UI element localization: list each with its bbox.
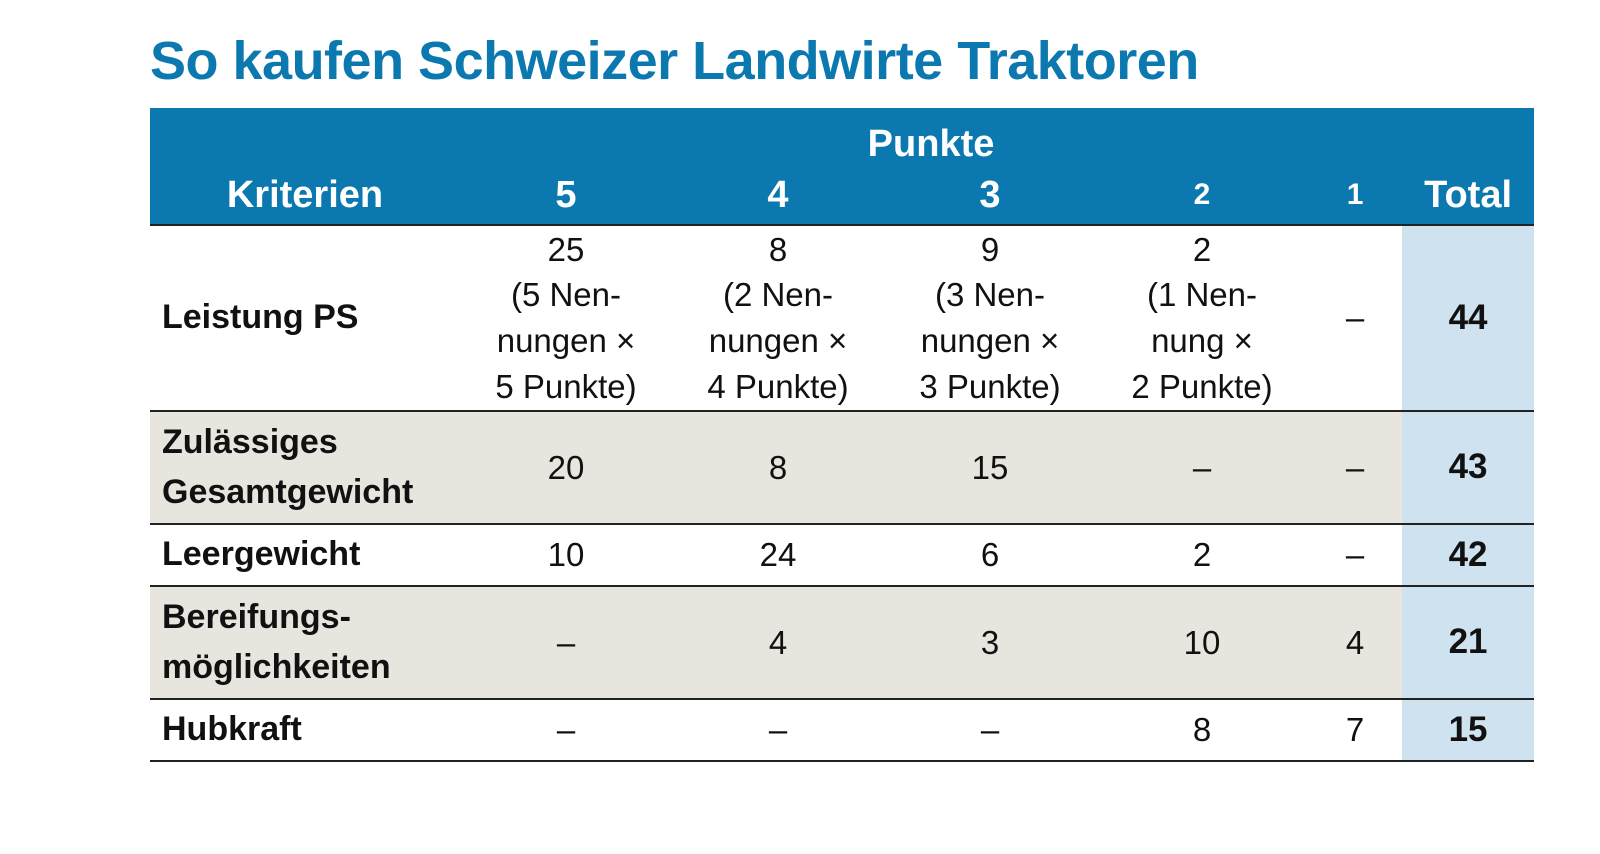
cell-value: nungen × (708, 322, 848, 359)
table-row (150, 699, 1534, 761)
criterion-label: Leergewicht (162, 535, 361, 574)
cell-value: (2 Nen- (722, 276, 834, 314)
cell-value: 2 (1192, 536, 1212, 574)
criterion-label: Hubkraft (162, 710, 302, 749)
total-cell: 15 (1402, 699, 1534, 761)
points-cell (460, 586, 672, 699)
cell-value: (1 Nen- (1146, 276, 1258, 314)
points-cell (672, 524, 884, 586)
criterion-cell (150, 225, 460, 411)
cell-value: 25 (547, 230, 585, 268)
header-points-2: 2 (1096, 166, 1308, 225)
points-cell (672, 411, 884, 524)
cell-value: 2 Punkte) (1131, 367, 1273, 405)
points-cell (460, 699, 672, 761)
header-points-1: 1 (1308, 166, 1402, 225)
cell-value: – (980, 711, 1000, 749)
points-cell (460, 524, 672, 586)
points-cell (1096, 586, 1308, 699)
cell-value: – (1345, 536, 1365, 574)
criterion-cell (150, 524, 460, 586)
header-punkte: Punkte (460, 108, 1402, 166)
total-cell: 21 (1402, 586, 1534, 699)
cell-value: 3 (980, 623, 1000, 661)
criterion-label: Bereifungs- (162, 598, 351, 637)
cell-value: 10 (1183, 623, 1221, 661)
cell-value: – (556, 711, 576, 749)
header-total: Total (1402, 166, 1534, 225)
table-body (150, 225, 1534, 761)
points-cell (1096, 524, 1308, 586)
cell-value: 15 (971, 448, 1009, 486)
points-cell (1096, 699, 1308, 761)
cell-value: nungen × (496, 322, 636, 359)
total-cell: 43 (1402, 411, 1534, 524)
points-cell (672, 225, 884, 411)
header-points-3: 3 (884, 166, 1096, 225)
cell-value: nungen × (920, 322, 1060, 359)
cell-value: 8 (768, 230, 788, 268)
cell-value: 4 Punkte) (707, 367, 849, 405)
criteria-table (150, 108, 1534, 762)
criterion-cell (150, 411, 460, 524)
criterion-label: Gesamtgewicht (162, 472, 414, 511)
cell-value: – (1345, 299, 1365, 337)
header-points-5: 5 (460, 166, 672, 225)
header-blank-left (150, 108, 460, 166)
table-row (150, 524, 1534, 586)
points-cell (460, 225, 672, 411)
points-cell (1308, 225, 1402, 411)
points-cell (1308, 524, 1402, 586)
table-row (150, 411, 1534, 524)
criterion-label: Zulässiges (162, 423, 338, 462)
points-cell (1308, 411, 1402, 524)
points-cell (672, 586, 884, 699)
points-cell (460, 411, 672, 524)
cell-value: nung × (1151, 322, 1253, 359)
points-cell (1308, 586, 1402, 699)
page-title: So kaufen Schweizer Landwirte Traktoren (150, 31, 1199, 91)
header-blank-right (1402, 108, 1534, 166)
cell-value: 4 (1345, 623, 1365, 661)
total-cell: 44 (1402, 225, 1534, 411)
cell-value: 3 Punkte) (919, 367, 1061, 405)
points-cell (884, 411, 1096, 524)
cell-value: 10 (547, 536, 585, 574)
points-cell (884, 586, 1096, 699)
cell-value: 20 (547, 448, 585, 486)
cell-value: 9 (980, 230, 1000, 268)
criterion-cell (150, 699, 460, 761)
criterion-label: möglichkeiten (162, 647, 391, 686)
points-cell (884, 225, 1096, 411)
cell-value: 8 (1192, 711, 1212, 749)
cell-value: 7 (1345, 711, 1365, 749)
criterion-label: Leistung PS (162, 298, 359, 337)
header-kriterien: Kriterien (150, 166, 460, 225)
cell-value: 24 (759, 536, 797, 574)
points-cell (1096, 411, 1308, 524)
cell-value: – (1192, 448, 1212, 486)
cell-value: 5 Punkte) (495, 367, 637, 405)
points-cell (1308, 699, 1402, 761)
total-cell: 42 (1402, 524, 1534, 586)
points-cell (884, 699, 1096, 761)
criterion-cell (150, 586, 460, 699)
cell-value: 4 (768, 623, 788, 661)
table-row (150, 225, 1534, 411)
cell-value: 8 (768, 448, 788, 486)
points-cell (672, 699, 884, 761)
cell-value: (3 Nen- (934, 276, 1046, 314)
points-cell (1096, 225, 1308, 411)
points-cell (884, 524, 1096, 586)
cell-value: 2 (1192, 230, 1212, 268)
cell-value: – (556, 623, 576, 661)
cell-value: – (1345, 448, 1365, 486)
cell-value: (5 Nen- (510, 276, 622, 314)
table-row (150, 586, 1534, 699)
cell-value: – (768, 711, 788, 749)
cell-value: 6 (980, 536, 1000, 574)
header-points-4: 4 (672, 166, 884, 225)
